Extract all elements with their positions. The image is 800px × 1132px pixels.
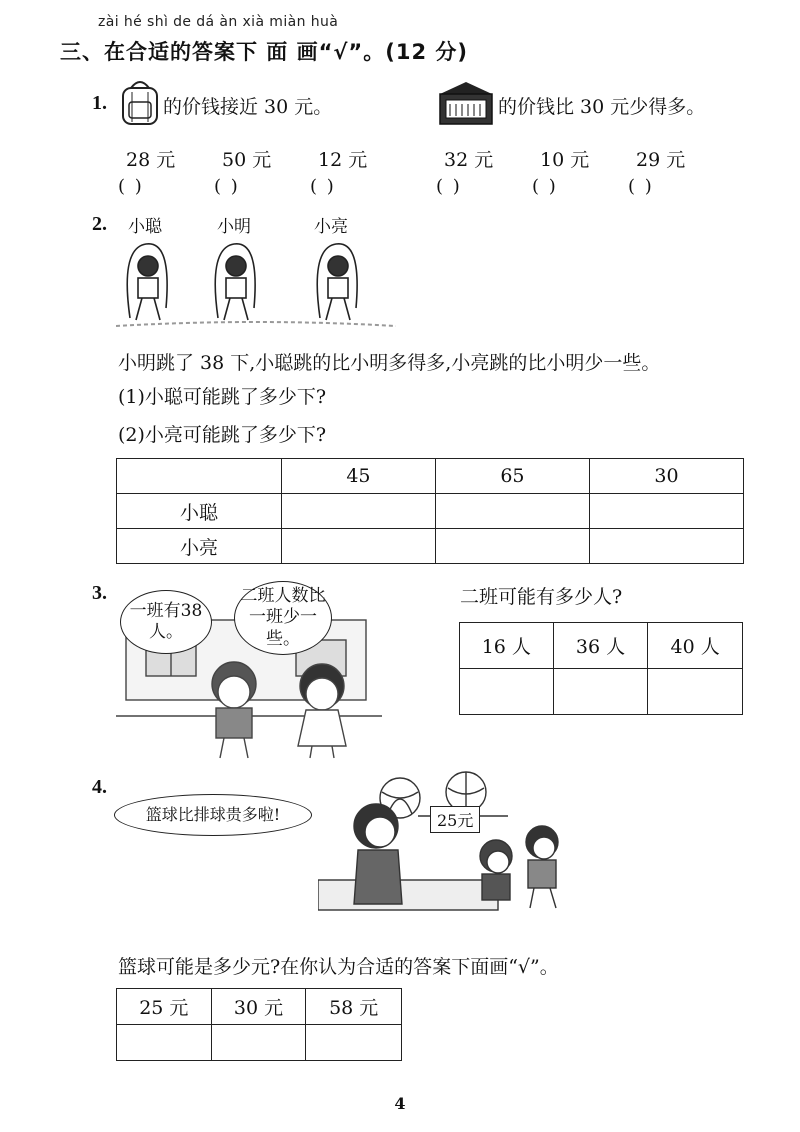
table-row xyxy=(117,494,744,529)
q1-option: 28 元 xyxy=(126,149,176,171)
q1-answer-blank[interactable]: ( ) xyxy=(118,176,144,197)
answer-cell[interactable] xyxy=(435,529,589,564)
q3-number: 3. xyxy=(92,582,107,604)
table-header-cell: 30 xyxy=(589,459,743,494)
q4-number: 4. xyxy=(92,776,107,798)
q4-answer-table xyxy=(116,988,402,1061)
table-header-cell: 40 人 xyxy=(648,623,743,669)
table-header-cell: 65 xyxy=(435,459,589,494)
page-number: 4 xyxy=(394,1094,406,1113)
q3-question: 二班可能有多少人? xyxy=(460,586,623,608)
table-row xyxy=(117,1025,402,1061)
q1-left-text: 的价钱接近 30 元。 xyxy=(163,96,333,118)
q1-option: 12 元 xyxy=(318,149,368,171)
q1-right-text: 的价钱比 30 元少得多。 xyxy=(498,96,706,118)
q1-option: 32 元 xyxy=(444,149,494,171)
answer-cell[interactable] xyxy=(435,494,589,529)
q2-name: 小亮 xyxy=(314,217,348,237)
q2-sub-question-2: (2)小亮可能跳了多少下? xyxy=(118,424,327,446)
table-row-label: 小亮 xyxy=(117,529,282,564)
girl-speech-bubble: 二班人数比一班少一些。 xyxy=(234,581,332,655)
table-header-cell: 45 xyxy=(281,459,435,494)
table-row xyxy=(117,529,744,564)
answer-cell[interactable] xyxy=(117,1025,212,1061)
teacher-speech-bubble: 篮球比排球贵多啦! xyxy=(114,794,312,836)
section-title: 三、在合适的答案下 面 画“√”。(12 分) xyxy=(60,40,468,64)
table-row-label: 小聪 xyxy=(117,494,282,529)
q2-name: 小聪 xyxy=(128,217,162,237)
q2-answer-table xyxy=(116,458,744,564)
table-header-cell: 30 元 xyxy=(211,989,306,1025)
table-row xyxy=(460,669,743,715)
q1-option: 29 元 xyxy=(636,149,686,171)
pencil-box-icon xyxy=(436,80,496,126)
answer-cell[interactable] xyxy=(211,1025,306,1061)
q1-answer-blank[interactable]: ( ) xyxy=(436,176,462,197)
answer-cell[interactable] xyxy=(589,529,743,564)
q1-option: 10 元 xyxy=(540,149,590,171)
q1-answer-blank[interactable]: ( ) xyxy=(628,176,654,197)
q2-name: 小明 xyxy=(217,217,251,237)
answer-cell[interactable] xyxy=(648,669,743,715)
answer-cell[interactable] xyxy=(281,494,435,529)
q1-answer-blank[interactable]: ( ) xyxy=(532,176,558,197)
answer-cell[interactable] xyxy=(589,494,743,529)
q2-statement: 小明跳了 38 下,小聪跳的比小明多得多,小亮跳的比小明少一些。 xyxy=(118,352,661,374)
q2-sub-question-1: (1)小聪可能跳了多少下? xyxy=(118,386,327,408)
table-header-cell: 36 人 xyxy=(553,623,648,669)
jump-rope-children-illustration xyxy=(116,238,396,330)
ball-shop-illustration xyxy=(318,770,578,916)
table-header-cell xyxy=(117,459,282,494)
q1-number: 1. xyxy=(92,92,107,114)
q3-answer-table xyxy=(459,622,743,715)
boy-speech-bubble: 一班有38人。 xyxy=(120,590,212,654)
answer-cell[interactable] xyxy=(553,669,648,715)
answer-cell[interactable] xyxy=(306,1025,402,1061)
answer-cell[interactable] xyxy=(281,529,435,564)
answer-cell[interactable] xyxy=(460,669,554,715)
q1-answer-blank[interactable]: ( ) xyxy=(214,176,240,197)
table-header-cell: 58 元 xyxy=(306,989,402,1025)
table-header-cell: 25 元 xyxy=(117,989,212,1025)
q1-answer-blank[interactable]: ( ) xyxy=(310,176,336,197)
title-pinyin: zài hé shì de dá àn xià miàn huà xyxy=(98,14,339,30)
backpack-icon xyxy=(118,78,162,126)
q1-option: 50 元 xyxy=(222,149,272,171)
q2-number: 2. xyxy=(92,213,107,235)
price-tag: 25元 xyxy=(430,806,480,833)
q4-question: 篮球可能是多少元?在你认为合适的答案下面画“√”。 xyxy=(118,956,559,978)
table-header-cell: 16 人 xyxy=(460,623,554,669)
